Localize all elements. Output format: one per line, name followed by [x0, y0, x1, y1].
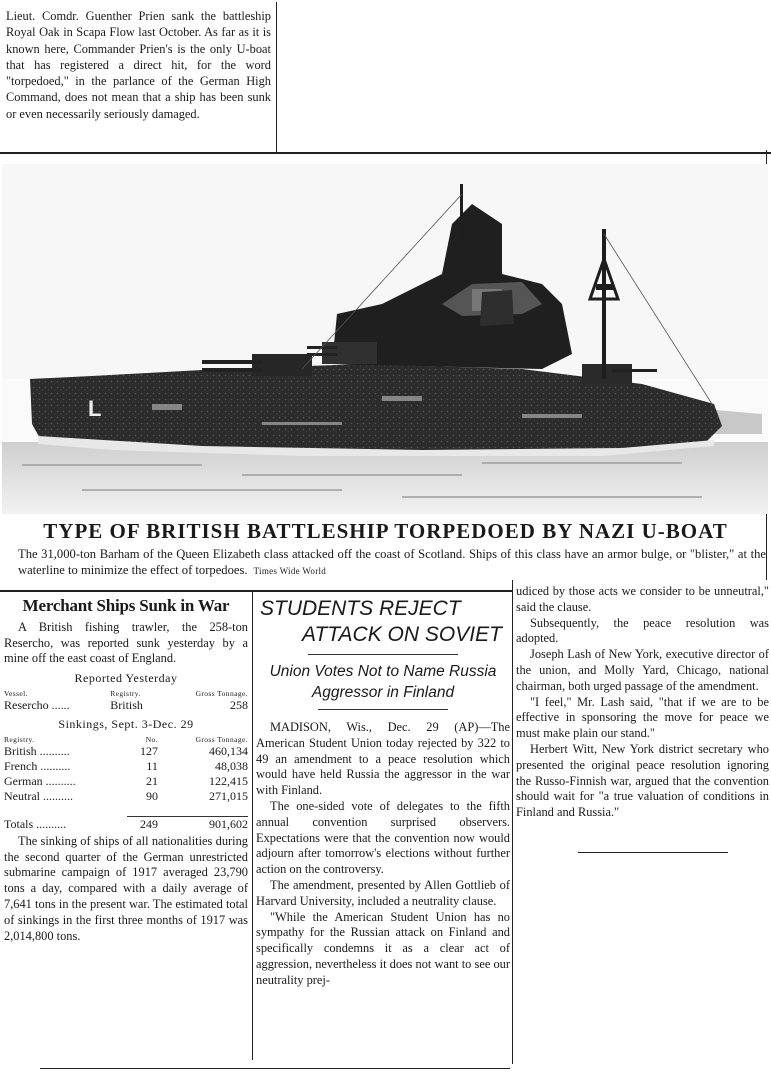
table-cell: 271,015 [209, 788, 248, 803]
photo-caption [18, 546, 766, 579]
totals-row [4, 816, 248, 832]
table-cell: 901,602 [209, 816, 248, 831]
continued-paragraph-4: "I feel," Mr. Lash said, "that if we are to be effective in sponsoring the move for peace we must make plain our stand." [516, 694, 769, 741]
photo-credit: Times Wide World [253, 566, 327, 576]
top-divider-rule [0, 152, 771, 154]
table-cell: British [110, 697, 143, 712]
table-cell: British .......... [4, 743, 70, 758]
battleship-photo [2, 164, 768, 514]
table-row [4, 744, 248, 759]
table-cell: German .......... [4, 773, 76, 788]
students-headline [256, 596, 510, 648]
headline-rule [308, 654, 458, 655]
column-divider-2 [512, 580, 513, 1064]
table-cell: Neutral .......... [4, 788, 73, 803]
top-clip-edge [276, 2, 277, 152]
photo-headline: TYPE OF BRITISH BATTLESHIP TORPEDOED BY NAZI U-BOAT [43, 519, 728, 543]
table-cell: 48,038 [215, 758, 248, 773]
students-headline-line-1: STUDENTS REJECT [260, 597, 461, 620]
reported-yesterday-table [4, 689, 248, 713]
table-cell: 258 [230, 697, 248, 712]
table-cell: 11 [146, 758, 158, 773]
svg-text:L: L [88, 396, 102, 421]
columns-top-rule [0, 590, 512, 592]
merchant-ships-article [4, 598, 248, 944]
table-header: Gross Tonnage. [195, 688, 248, 698]
students-paragraph-2: The one-sided vote of delegates to the fifth annual convention surprised observers. Expectations were that the convention now would adjourn after tomorrow's elections without further action on the controversy. [256, 798, 510, 877]
totals-rule [127, 804, 158, 817]
table-header: Registry. [110, 688, 141, 698]
students-headline-line-2: ATTACK ON SOVIET [302, 623, 502, 646]
merchant-paragraph-2: The sinking of ships of all nationalities during the second quarter of the German unrestricted submarine campaign of 1917 averaged 23,790 tons a day, compared with a daily average of 7,641 tons in the present war. The estimated total of sinkings in the first three months of 1917 was 2,014,800 tons. [4, 833, 248, 943]
table-row [4, 789, 248, 804]
reported-yesterday-subhead: Reported Yesterday [74, 671, 178, 686]
students-subhead: Union Votes Not to Name Russia Aggressor in Finland [269, 663, 497, 701]
students-paragraph-3: The amendment, presented by Allen Gottlieb of Harvard University, included a neutrality clause. [256, 877, 510, 908]
table-header: Gross Tonnage. [195, 734, 248, 744]
students-paragraph-1: MADISON, Wis., Dec. 29 (AP)—The American Student Union today rejected by 322 to 49 an amendment to a peace resolution which would have held Russia the aggressor in the war with Finland. [256, 720, 510, 798]
bottom-rule [40, 1068, 510, 1069]
continued-paragraph-2: Subsequently, the peace resolution was adopted. [516, 615, 769, 646]
totals-rule [158, 804, 248, 817]
table-cell: French .......... [4, 758, 71, 773]
table-cell: 122,415 [209, 773, 248, 788]
battleship-illustration [2, 164, 768, 514]
table-spacer-row [4, 804, 248, 817]
column-divider-1 [252, 592, 253, 1060]
table-header: Registry. [4, 734, 35, 744]
subhead-rule [318, 709, 448, 710]
students-article [256, 596, 510, 989]
table-row [4, 774, 248, 789]
continued-paragraph-5: Herbert Witt, New York district secretary who presented the original peace resolution ignoring the Russo-Finnish war, argued that the convention should wait for "a true valuation of conditions in Finland and Russia." [516, 741, 769, 820]
merchant-paragraph-1: A British fishing trawler, the 258-ton Resercho, was reported sunk yesterday by a mine off the east coast of England. [4, 619, 248, 666]
table-row [4, 759, 248, 774]
table-cell: 90 [145, 788, 158, 803]
table-cell: Resercho ...... [4, 697, 70, 712]
top-clipping [6, 8, 271, 122]
merchant-headline: Merchant Ships Sunk in War [22, 596, 230, 615]
photo-caption-text: The 31,000-ton Barham of the Queen Elizabeth class attacked off the coast of Scotland. Ships of this class have an armor bulge, or "blister," at the waterline to minimize the effect of torpedoes. [18, 547, 766, 577]
table-header-row [4, 735, 248, 744]
top-clipping-text: Lieut. Comdr. Guenther Prien sank the battleship Royal Oak in Scapa Flow last October. As far as it is known here, Commander Prien's is the only U-boat that has registered a direct hit, for the word "torpedoed," in the parlance of the German High Command, does not mean that a ship has been sunk or even necessarily seriously damaged. [6, 9, 271, 121]
table-cell: 21 [145, 773, 158, 788]
continued-paragraph-1: udiced by those acts we consider to be unneutral," said the clause. [516, 584, 769, 614]
sinkings-table [4, 735, 248, 832]
students-paragraph-4: "While the American Student Union has no sympathy for the Russian attack on Finland and specifically condemns it as a clear act of aggression, nevertheless it does not want to see our neutrality prej- [256, 909, 510, 987]
table-row [4, 698, 248, 713]
sinkings-subhead: Sinkings, Sept. 3-Dec. 29 [58, 716, 194, 731]
column3-end-rule [578, 852, 728, 853]
table-cell: 249 [139, 816, 158, 831]
table-header-row [4, 689, 248, 698]
table-header: No. [145, 734, 158, 744]
table-cell: 127 [139, 743, 158, 758]
continued-paragraph-3: Joseph Lash of New York, executive director of the union, and Molly Yard, Chicago, national chairman, both urged passage of the amendment. [516, 647, 769, 693]
table-cell: Totals .......... [4, 816, 67, 831]
table-header: Vessel. [4, 688, 28, 698]
students-article-continued [516, 584, 769, 821]
table-cell: 460,134 [209, 743, 248, 758]
